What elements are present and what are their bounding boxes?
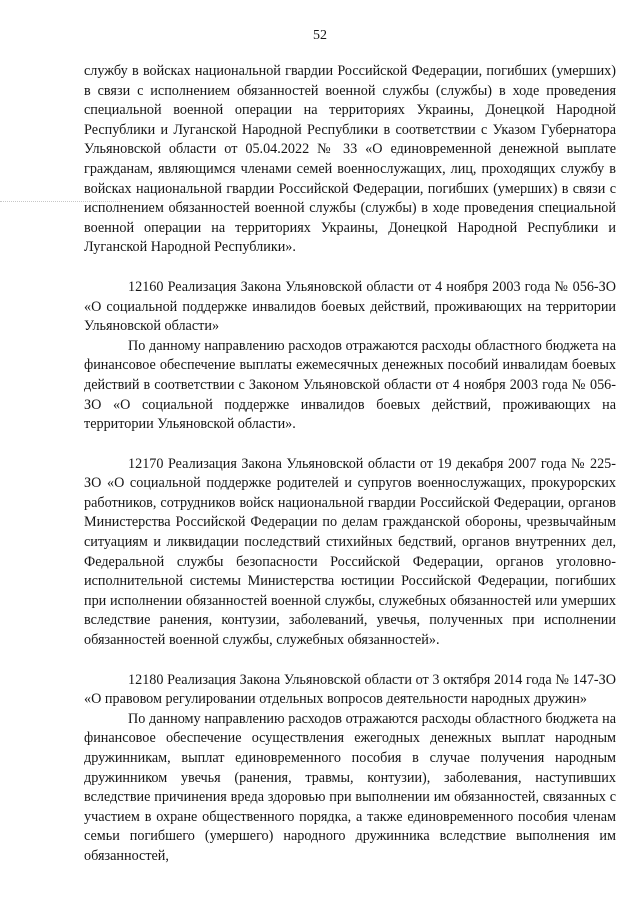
section-heading-12180: 12180 Реализация Закона Ульяновской области от 3 октября 2014 года № 147-ЗО «О правовом регулировании отдельных вопросов деятельности народных дружин»: [84, 671, 616, 708]
paragraph-spacer: [84, 435, 616, 455]
section-heading-12160: 12160 Реализация Закона Ульяновской области от 4 ноября 2003 года № 056-ЗО «О социальной поддержке инвалидов боевых действий, проживающих на территории Ульяновской области»: [84, 278, 616, 335]
paragraph-continuation: службу в войсках национальной гвардии Российской Федерации, погибших (умерших) в связи с исполнением обязанностей военной службы (службы) в ходе проведения специальной военной операции на территориях Украины, Донецкой Народной Республики и Луганской Народной Республики в соответствии с Указом Губернатора Ульяновской области от 05.04.2022 № 33 «О единовременной денежной выплате гражданам, являющимся членами семей военнослужащих, лиц, проходящих службу в войсках национальной гвардии Российской Федерации, погибших (умерших) в связи с исполнением обязанностей военной службы (службы) в ходе проведения специальной военной операции на территориях Украины, Донецкой Народной Республики и Луганской Народной Республики».: [84, 63, 616, 256]
section-body-12160: По данному направлению расходов отражаются расходы областного бюджета на финансовое обеспечение выплаты ежемесячных денежных пособий инвалидам боевых действий в соответствии с Законом Ульяновской области от 4 ноября 2003 года № 056-ЗО «О социальной поддержке инвалидов боевых действий, проживающих на территории Ульяновской области».: [84, 337, 616, 433]
paragraph-spacer: [84, 258, 616, 278]
page-number: 52: [313, 28, 327, 43]
document-body: [84, 62, 616, 867]
section-heading-12170: 12170 Реализация Закона Ульяновской области от 19 декабря 2007 года № 225-ЗО «О социальной поддержке родителей и супругов военнослужащих, прокурорских работников, сотрудников войск национальной гвардии Российской Федерации, органов Министерства Российской Федерации по делам гражданской обороны, чрезвычайным ситуациям и ликвидации последствий стихийных бедствий, органов внутренних дел, Федеральной службы безопасности Российской Федерации, органов уголовно-исполнительной системы Министерства юстиции Российской Федерации, погибших при исполнении обязанностей военной службы, служебных обязанностей или умерших вследствие ранения, контузии, заболеваний, увечья, полученных при исполнении обязанностей военной службы, служебных обязанностей».: [84, 455, 616, 649]
paragraph-spacer: [84, 651, 616, 671]
section-body-12180: По данному направлению расходов отражаются расходы областного бюджета на финансовое обеспечение осуществления ежегодных денежных выплат народным дружинникам, выплат единовременного пособия в случае получения народным дружинником увечья (ранения, травмы, контузии), заболевания, наступивших вследствие причинения вреда здоровью при выполнении им обязанностей, связанных с участием в охране общественного порядка, а также единовременного пособия членам семьи погибшего (умершего) народного дружинника вследствие выполнения им обязанностей,: [84, 710, 616, 864]
